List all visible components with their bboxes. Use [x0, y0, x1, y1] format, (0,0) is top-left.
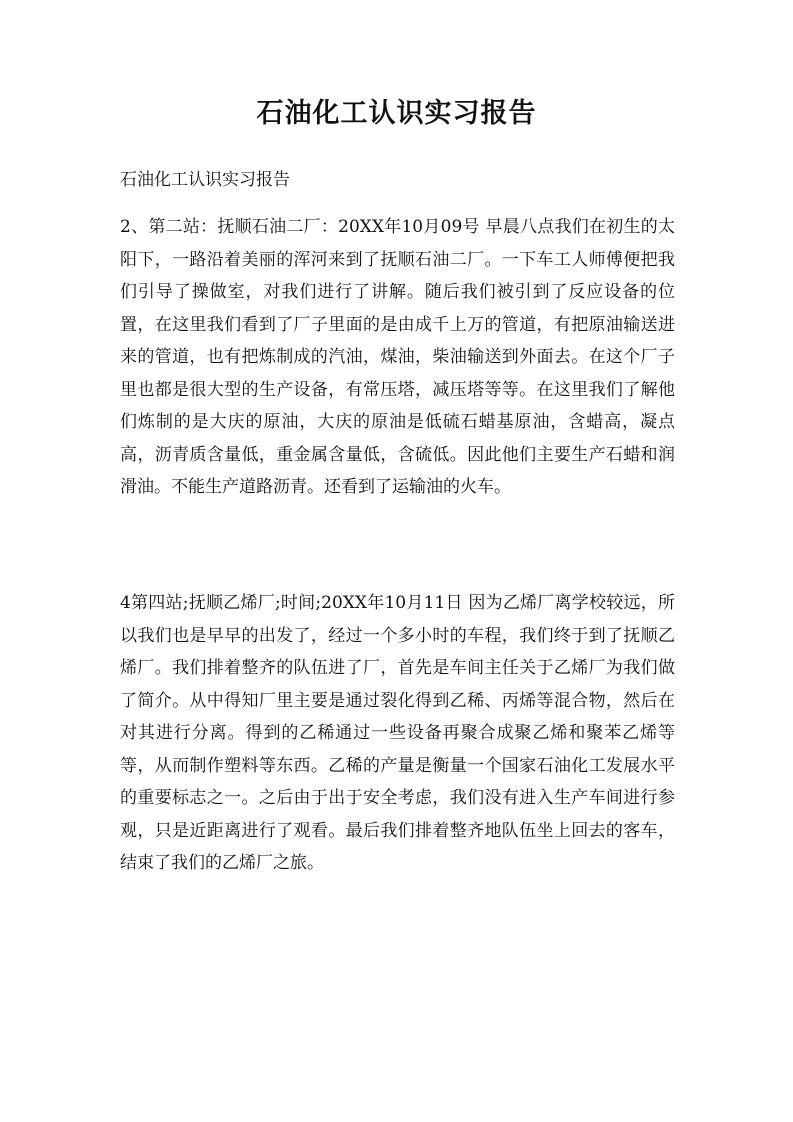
- paragraph-station-4: 4第四站;抚顺乙烯厂;时间;20XX年10月11日 因为乙烯厂离学校较远，所以我们也是早早的出发了，经过一个多小时的车程，我们终于到了抚顺乙烯厂。我们排着整齐的队伍进了厂，首先是车间主任关于乙烯厂为我们做了简介。从中得知厂里主要是通过裂化得到乙稀、丙烯等混合物，然后在对其进行分离。得到的乙稀通过一些设备再聚合成聚乙烯和聚苯乙烯等等，从而制作塑料等东西。乙稀的产量是衡量一个国家石油化工发展水平的重要标志之一。之后由于出于安全考虑，我们没有进入生产车间进行参观，只是近距离进行了观看。最后我们排着整齐地队伍坐上回去的客车，结束了我们的乙烯厂之旅。: [120, 593, 675, 873]
- paragraph-station-2: 2、第二站：抚顺石油二厂：20XX年10月09号 早晨八点我们在初生的太阳下，一路沿着美丽的浑河来到了抚顺石油二厂。一下车工人师傅便把我们引导了操做室，对我们进行了讲解。随后我们被引到了反应设备的位置，在这里我们看到了厂子里面的是由成千上万的管道，有把原油输送进来的管道，也有把炼制成的汽油，煤油，柴油输送到外面去。在这个厂子里也都是很大型的生产设备，有常压塔，减压塔等等。在这里我们了解他们炼制的是大庆的原油，大庆的原油是低硫石蜡基原油，含蜡高，凝点高，沥青质含量低，重金属含量低，含硫低。因此他们主要生产石蜡和润滑油。不能生产道路沥青。还看到了运输油的火车。: [120, 217, 675, 497]
- document-subtitle: 石油化工认识实习报告: [120, 170, 290, 190]
- document-title: 石油化工认识实习报告: [256, 98, 537, 129]
